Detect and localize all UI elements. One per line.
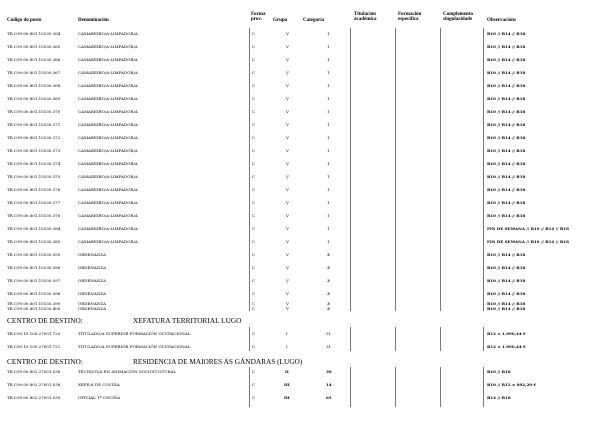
- row-observacions: B10 // B14 // B18: [487, 187, 526, 192]
- row-categoria: 1: [327, 83, 330, 88]
- row-grupo: V: [286, 306, 289, 311]
- table1-divider: [395, 28, 396, 311]
- row-observacions: B10 // B14 // B18: [487, 200, 526, 205]
- row-codigo: TR.C99.00.801.15530.385: [7, 239, 61, 244]
- row-forma: C: [252, 226, 256, 231]
- row-codigo: TR.C99.00.801.15530.376: [7, 187, 61, 192]
- row-observacions: B10 // B14 // B18: [487, 70, 526, 75]
- row-categoria: 1: [327, 57, 330, 62]
- row-denominacion: CAMAREIRO/A-LIMPADOR/A: [78, 148, 138, 153]
- row-observacions: B10 // B14 // B18: [487, 174, 526, 179]
- table3-divider: [483, 367, 484, 407]
- row-categoria: 1: [327, 148, 330, 153]
- table1-divider: [483, 28, 484, 311]
- row-codigo: TR.C99.00.801.15530.365: [7, 44, 61, 49]
- row-codigo: TR.C99.00.802.27001.038: [7, 382, 61, 387]
- row-categoria: 1: [327, 239, 330, 244]
- row-codigo: TR.C99.00.801.15530.369: [7, 96, 61, 101]
- row-grupo: V: [286, 291, 289, 296]
- row-forma: C: [252, 344, 256, 349]
- row-forma: C: [252, 57, 256, 62]
- row-categoria: 1: [327, 200, 330, 205]
- row-observacions: B10 // B18: [487, 369, 511, 374]
- row-forma: C: [252, 278, 256, 283]
- table1-divider: [350, 28, 351, 311]
- row-codigo: TR.C99.00.801.15530.370: [7, 109, 61, 114]
- row-grupo: V: [286, 83, 289, 88]
- centro-destino-label: CENTRO DE DESTINO:: [7, 316, 83, 325]
- row-observacions: B10 // B14 // B18: [487, 301, 526, 306]
- row-forma: C: [252, 369, 256, 374]
- row-categoria: 1: [327, 70, 330, 75]
- row-codigo: TR.C99.00.801.15530.367: [7, 70, 61, 75]
- row-denominacion: CAMAREIRO/A-LIMPADOR/A: [78, 109, 138, 114]
- row-codigo: TR.C99.00.801.15530.397: [7, 278, 61, 283]
- row-grupo: V: [286, 187, 289, 192]
- row-denominacion: CAMAREIRO/A-LIMPADOR/A: [78, 174, 138, 179]
- row-forma: C: [252, 135, 256, 140]
- row-observacions: B10 // B14 // B18: [487, 109, 526, 114]
- row-codigo: TR.C99.00.801.15530.378: [7, 213, 61, 218]
- centro-destino-label: CENTRO DE DESTINO:: [7, 357, 83, 366]
- row-forma: C: [252, 96, 256, 101]
- row-observacions: B14 // B18: [487, 395, 511, 400]
- row-categoria: 1: [327, 161, 330, 166]
- row-codigo: TR.C99.10.100.27001.720: [7, 331, 61, 336]
- row-observacions: B10 // B14 // B18: [487, 213, 526, 218]
- row-forma: C: [252, 200, 256, 205]
- table3-divider: [395, 367, 396, 407]
- table3-divider: [350, 367, 351, 407]
- row-codigo: TR.C99.00.801.15530.364: [7, 31, 61, 36]
- row-categoria: 31: [326, 331, 332, 336]
- row-observacions: B10 // B14 // B18: [487, 135, 526, 140]
- row-forma: C: [252, 239, 256, 244]
- row-grupo: I: [286, 331, 288, 336]
- header-titulacion: Titulación académica: [354, 12, 377, 22]
- row-observacions: B10 // B14 // B18: [487, 122, 526, 127]
- row-codigo: TR.C99.00.801.15530.396: [7, 265, 61, 270]
- row-categoria: 1: [327, 135, 330, 140]
- row-grupo: V: [286, 278, 289, 283]
- row-codigo: TR.C99.00.801.15530.398: [7, 291, 61, 296]
- row-grupo: III: [284, 395, 290, 400]
- row-observacions: B10 // B14 // B18: [487, 306, 526, 311]
- row-grupo: V: [286, 96, 289, 101]
- row-codigo: TR.C99.00.802.27001.038: [7, 369, 61, 374]
- header-formacion: Formación específica: [398, 12, 422, 22]
- row-forma: C: [252, 122, 256, 127]
- row-categoria: 3: [327, 301, 330, 306]
- row-observacions: B10 // B14 // B18: [487, 57, 526, 62]
- row-categoria: 3: [327, 291, 330, 296]
- row-denominacion: CAMAREIRO/A-LIMPADOR/A: [78, 213, 138, 218]
- row-denominacion: ORDENANZA: [78, 265, 106, 270]
- row-denominacion: CAMAREIRO/A-LIMPADOR/A: [78, 161, 138, 166]
- header-categoria: Categoría: [303, 18, 325, 23]
- row-categoria: 1: [327, 213, 330, 218]
- row-grupo: V: [286, 301, 289, 306]
- row-grupo: V: [286, 109, 289, 114]
- row-denominacion: CAMAREIRO/A-LIMPADOR/A: [78, 57, 138, 62]
- row-forma: C: [252, 395, 256, 400]
- row-codigo: TR.C99.00.801.15530.374: [7, 161, 61, 166]
- row-codigo: TR.C99.00.801.15530.366: [7, 57, 61, 62]
- row-forma: C: [252, 301, 256, 306]
- row-grupo: V: [286, 226, 289, 231]
- row-denominacion: CAMAREIRO/A-LIMPADOR/A: [78, 83, 138, 88]
- centro-destino-name: RESIDENCIA DE MAIORES AS GÁNDARAS (LUGO): [133, 357, 303, 366]
- row-denominacion: TITULADO/A SUPERIOR FORMACIÓN OCUPACIONAL: [78, 331, 191, 336]
- row-forma: C: [252, 265, 256, 270]
- row-denominacion: ORDENANZA: [78, 252, 106, 257]
- row-observacions: B10 // B14 // B18: [487, 252, 526, 257]
- row-codigo: TR.C99.00.801.15530.371: [7, 122, 61, 127]
- row-observacions: B10 // B14 // B18: [487, 265, 526, 270]
- row-denominacion: ORDENANZA: [78, 291, 106, 296]
- row-categoria: 1: [327, 96, 330, 101]
- row-denominacion: CAMAREIRO/A-LIMPADOR/A: [78, 239, 138, 244]
- row-denominacion: CAMAREIRO/A-LIMPADOR/A: [78, 200, 138, 205]
- row-observacions: B10 // B12 = 892,20 €: [487, 382, 537, 387]
- centro-destino-name: XEFATURA TERRITORIAL LUGO: [133, 316, 242, 325]
- table2-divider: [350, 327, 351, 351]
- row-denominacion: CAMAREIRO/A-LIMPADOR/A: [78, 226, 138, 231]
- row-codigo: TR.C99.00.801.15530.368: [7, 83, 61, 88]
- row-categoria: 3: [327, 265, 330, 270]
- row-denominacion: TITULADO/A SUPERIOR FORMACIÓN OCUPACIONAL: [78, 344, 191, 349]
- table1-divider: [249, 28, 250, 311]
- row-grupo: I: [286, 344, 288, 349]
- row-grupo: V: [286, 200, 289, 205]
- row-codigo: TR.C99.00.801.15530.395: [7, 252, 61, 257]
- row-denominacion: OFICIAL 1ª COCIÑA: [78, 395, 121, 400]
- row-observacions: B10 // B14 // B18: [487, 291, 526, 296]
- row-grupo: V: [286, 122, 289, 127]
- row-codigo: TR.C99.00.802.27001.039: [7, 395, 61, 400]
- row-categoria: 1: [327, 44, 330, 49]
- row-grupo: V: [286, 213, 289, 218]
- row-denominacion: ORDENANZA: [78, 306, 106, 311]
- row-grupo: V: [286, 57, 289, 62]
- row-observacions: B12 = 1.090,44 €: [487, 331, 526, 336]
- row-grupo: V: [286, 161, 289, 166]
- header-codigo: Código do posto: [7, 18, 42, 23]
- row-forma: C: [252, 213, 256, 218]
- row-grupo: II: [285, 369, 289, 374]
- row-grupo: V: [286, 31, 289, 36]
- row-denominacion: CAMAREIRO/A-LIMPADOR/A: [78, 96, 138, 101]
- row-denominacion: TÉCNICO/A EN ANIMACIÓN SOCIOCULTURAL: [78, 369, 177, 374]
- row-observacions: B10 // B14 // B18: [487, 96, 526, 101]
- row-denominacion: CAMAREIRO/A-LIMPADOR/A: [78, 44, 138, 49]
- row-forma: C: [252, 44, 256, 49]
- row-grupo: V: [286, 239, 289, 244]
- row-observacions: B10 // B14 // B18: [487, 31, 526, 36]
- row-forma: C: [252, 148, 256, 153]
- table2-divider: [440, 327, 441, 351]
- row-grupo: V: [286, 70, 289, 75]
- row-denominacion: CAMAREIRO/A-LIMPADOR/A: [78, 122, 138, 127]
- row-observacions: B10 // B14 // B18: [487, 148, 526, 153]
- row-categoria: 1: [327, 174, 330, 179]
- row-categoria: 31: [326, 344, 332, 349]
- row-grupo: V: [286, 265, 289, 270]
- row-denominacion: CAMAREIRO/A-LIMPADOR/A: [78, 31, 138, 36]
- row-categoria: 30: [326, 369, 332, 374]
- row-codigo: TR.C99.00.801.15530.384: [7, 226, 61, 231]
- row-grupo: V: [286, 252, 289, 257]
- row-grupo: V: [286, 148, 289, 153]
- table2-divider: [395, 327, 396, 351]
- row-categoria: 3: [327, 252, 330, 257]
- row-codigo: TR.C99.00.801.15530.372: [7, 135, 61, 140]
- row-categoria: 14: [326, 382, 332, 387]
- row-denominacion: CAMAREIRO/A-LIMPADOR/A: [78, 135, 138, 140]
- row-denominacion: CAMAREIRO/A-LIMPADOR/A: [78, 187, 138, 192]
- row-observacions: B10 // B14 // B18: [487, 161, 526, 166]
- row-observacions: B10 // B14 // B18: [487, 83, 526, 88]
- row-categoria: 1: [327, 31, 330, 36]
- row-denominacion: ORDENANZA: [78, 278, 106, 283]
- table2-divider: [483, 327, 484, 351]
- table3-divider: [440, 367, 441, 407]
- row-forma: C: [252, 161, 256, 166]
- row-forma: C: [252, 382, 256, 387]
- row-forma: C: [252, 83, 256, 88]
- table2-divider: [249, 327, 250, 351]
- row-categoria: 65: [326, 395, 332, 400]
- header-grupo: Grupo: [273, 18, 288, 23]
- row-grupo: V: [286, 135, 289, 140]
- row-codigo: TR.C99.00.801.15530.400: [7, 306, 61, 311]
- row-categoria: 1: [327, 226, 330, 231]
- row-forma: C: [252, 331, 256, 336]
- row-forma: C: [252, 252, 256, 257]
- row-observacions: B10 // B14 // B18: [487, 44, 526, 49]
- table1-divider: [440, 28, 441, 311]
- row-codigo: TR.C99.00.801.15530.375: [7, 174, 61, 179]
- header-forma: Forma prov.: [251, 12, 266, 22]
- row-denominacion: CAMAREIRO/A-LIMPADOR/A: [78, 70, 138, 75]
- row-denominacion: XEFE/A DE COCIÑA: [78, 382, 120, 387]
- row-observacions: FIN DE SEMANA // B10 // B14 // B18: [487, 239, 569, 244]
- row-grupo: V: [286, 44, 289, 49]
- row-forma: C: [252, 291, 256, 296]
- header-complemento: Complemento singularidade: [443, 12, 473, 22]
- row-forma: C: [252, 187, 256, 192]
- row-forma: C: [252, 306, 256, 311]
- row-grupo: III: [284, 382, 290, 387]
- row-categoria: 3: [327, 278, 330, 283]
- row-codigo: TR.C99.00.801.15530.399: [7, 301, 61, 306]
- header-denominacion: Denominación: [78, 18, 109, 23]
- row-denominacion: ORDENANZA: [78, 301, 106, 306]
- row-grupo: V: [286, 174, 289, 179]
- row-forma: C: [252, 31, 256, 36]
- row-forma: C: [252, 109, 256, 114]
- row-forma: C: [252, 70, 256, 75]
- row-forma: C: [252, 174, 256, 179]
- row-categoria: 1: [327, 109, 330, 114]
- row-codigo: TR.C99.00.801.15530.377: [7, 200, 61, 205]
- row-categoria: 3: [327, 306, 330, 311]
- row-categoria: 1: [327, 187, 330, 192]
- header-observacions: Observacións: [487, 18, 516, 23]
- row-categoria: 1: [327, 122, 330, 127]
- row-codigo: TR.C99.10.100.27001.721: [7, 344, 61, 349]
- row-observacions: FIN DE SEMANA // B10 // B14 // B18: [487, 226, 569, 231]
- table3-divider: [249, 367, 250, 407]
- row-observacions: B10 // B14 // B18: [487, 278, 526, 283]
- row-observacions: B12 = 1.090,44 €: [487, 344, 526, 349]
- row-codigo: TR.C99.00.801.15530.373: [7, 148, 61, 153]
